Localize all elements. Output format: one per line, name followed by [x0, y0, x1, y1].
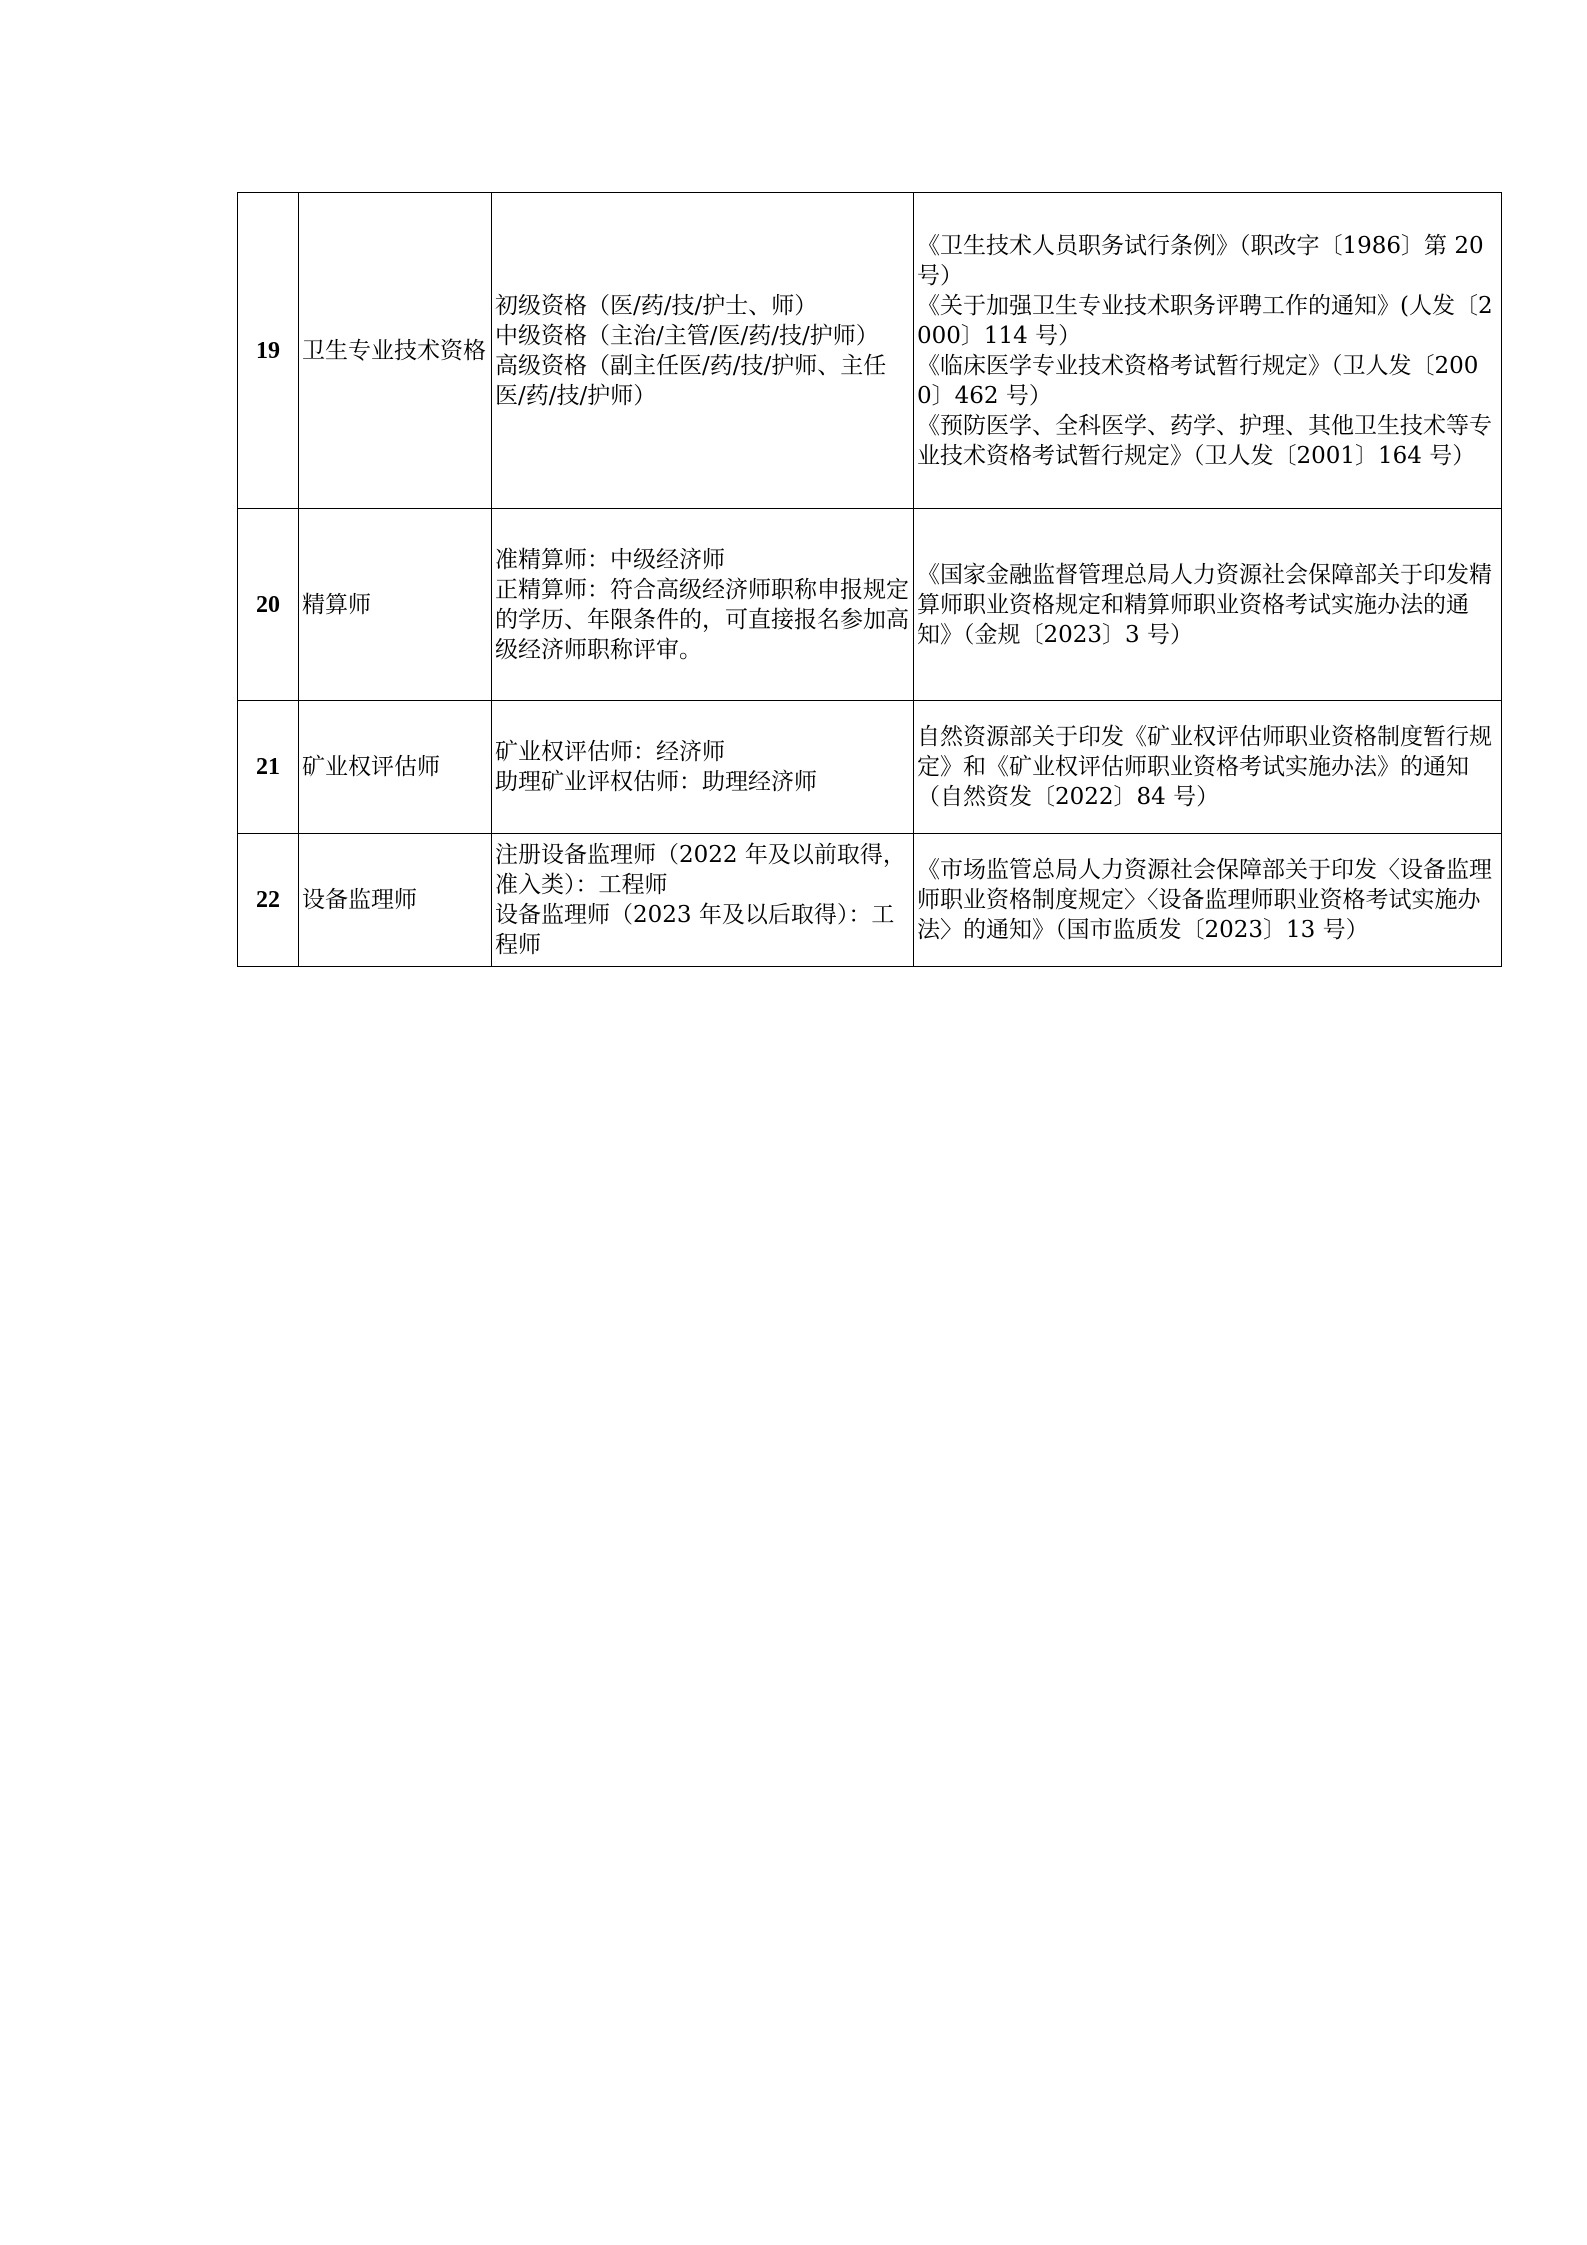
- basis-line: 《临床医学专业技术资格考试暂行规定》（卫人发〔2000〕462 号）: [917, 352, 1479, 409]
- level-line: 矿业权评估师：经济师: [495, 739, 725, 765]
- level-line: 高级资格（副主任医/药/技/护师、主任医/药/技/护师）: [495, 352, 887, 409]
- level-line: 中级资格（主治/主管/医/药/技/护师）: [495, 322, 879, 349]
- qualification-name: 矿业权评估师: [299, 701, 492, 834]
- level-line: 初级资格（医/药/技/护士、师）: [495, 292, 818, 319]
- row-number: 19: [238, 193, 299, 509]
- level-cell: [492, 193, 914, 509]
- table-row: [238, 834, 1502, 967]
- qualification-name: 设备监理师: [299, 834, 492, 967]
- table-row: [238, 509, 1502, 701]
- row-number: 22: [238, 834, 299, 967]
- level-cell: [492, 509, 914, 701]
- qualification-name: 卫生专业技术资格: [299, 193, 492, 509]
- row-number: 21: [238, 701, 299, 834]
- row-number: 20: [238, 509, 299, 701]
- level-cell: [492, 701, 914, 834]
- level-line: 注册设备监理师（2022 年及以前取得，准入类）：工程师: [495, 842, 906, 898]
- level-line: 正精算师：符合高级经济师职称申报规定的学历、年限条件的，可直接报名参加高级经济师职称评审。: [495, 576, 909, 663]
- qualification-table: [237, 192, 1502, 967]
- basis-line: 《预防医学、全科医学、药学、护理、其他卫生技术等专业技术资格考试暂行规定》（卫人发〔2001〕164 号）: [917, 412, 1492, 469]
- basis-line: 《国家金融监督管理总局人力资源社会保障部关于印发精算师职业资格规定和精算师职业资格考试实施办法的通知》（金规〔2023〕3 号）: [917, 561, 1492, 648]
- basis-line: 《关于加强卫生专业技术职务评聘工作的通知》(人发〔2000〕114 号）: [917, 292, 1493, 349]
- table-row: [238, 193, 1502, 509]
- basis-cell: [914, 834, 1502, 967]
- level-line: 准精算师：中级经济师: [495, 546, 725, 573]
- basis-line: 自然资源部关于印发《矿业权评估师职业资格制度暂行规定》和《矿业权评估师职业资格考试实施办法》的通知（自然资发〔2022〕84 号）: [917, 724, 1492, 810]
- level-line: 设备监理师（2023 年及以后取得）：工程师: [495, 902, 895, 958]
- basis-cell: [914, 509, 1502, 701]
- level-line: 助理矿业评权估师：助理经济师: [495, 769, 817, 795]
- level-cell: [492, 834, 914, 967]
- table-row: [238, 701, 1502, 834]
- basis-cell: [914, 701, 1502, 834]
- basis-cell: [914, 193, 1502, 509]
- basis-line: 《卫生技术人员职务试行条例》（职改字〔1986〕第 20 号）: [917, 232, 1491, 289]
- basis-line: 《市场监管总局人力资源社会保障部关于印发〈设备监理师职业资格制度规定〉〈设备监理师职业资格考试实施办法〉的通知》（国市监质发〔2023〕13 号）: [917, 857, 1492, 943]
- qualification-name: 精算师: [299, 509, 492, 701]
